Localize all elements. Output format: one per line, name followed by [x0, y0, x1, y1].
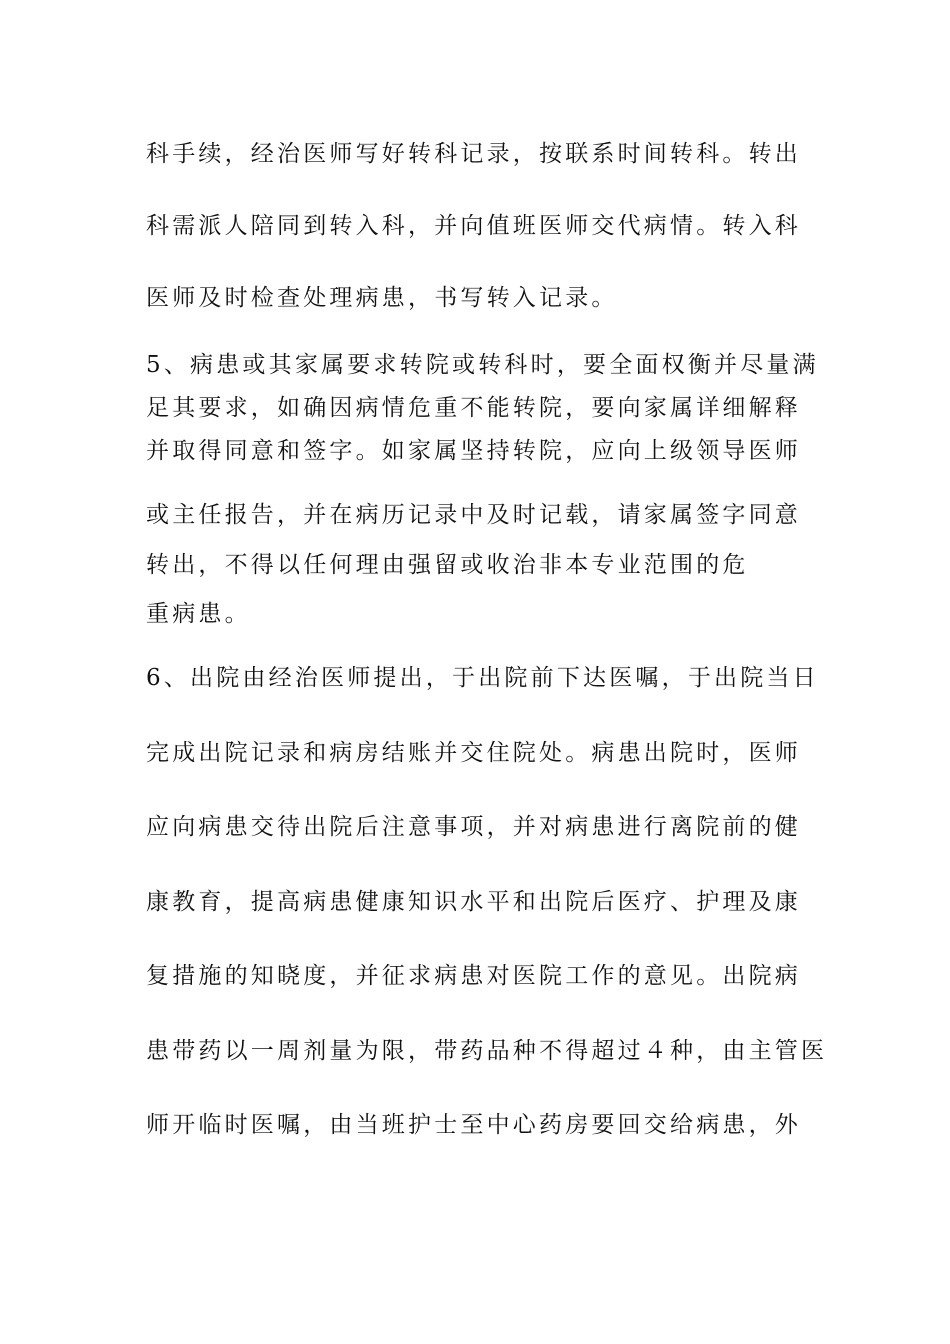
text-line-9: 重病患。	[146, 601, 251, 627]
text-line-7: 或主任报告，并在病历记录中及时记载，请家属签字同意	[146, 502, 801, 528]
text-line-4: 5、病患或其家属要求转院或转科时，要全面权衡并尽量满	[146, 352, 819, 378]
text-line-8: 转出，不得以任何理由强留或收治非本专业范围的危	[146, 552, 749, 578]
text-line-13: 康教育，提高病患健康知识水平和出院后医疗、护理及康	[146, 889, 801, 915]
text-line-11: 完成出院记录和病房结账并交住院处。病患出院时，医师	[146, 740, 801, 766]
text-line-1: 科手续，经治医师写好转科记录，按联系时间转科。转出	[146, 141, 801, 167]
text-line-10: 6、出院由经治医师提出，于出院前下达医嘱，于出院当日	[146, 665, 819, 691]
text-line-6: 并取得同意和签字。如家属坚持转院，应向上级领导医师	[146, 438, 801, 464]
text-line-5: 足其要求，如确因病情危重不能转院，要向家属详细解释	[146, 395, 801, 421]
text-line-16: 师开临时医嘱，由当班护士至中心药房要回交给病患，外	[146, 1112, 801, 1138]
text-line-2: 科需派人陪同到转入科，并向值班医师交代病情。转入科	[146, 213, 801, 239]
text-line-15: 患带药以一周剂量为限，带药品种不得超过４种，由主管医	[146, 1038, 828, 1064]
text-line-14: 复措施的知晓度，并征求病患对医院工作的意见。出院病	[146, 963, 801, 989]
text-line-3: 医师及时检查处理病患，书写转入记录。	[146, 285, 618, 311]
text-line-12: 应向病患交待出院后注意事项，并对病患进行离院前的健	[146, 814, 801, 840]
